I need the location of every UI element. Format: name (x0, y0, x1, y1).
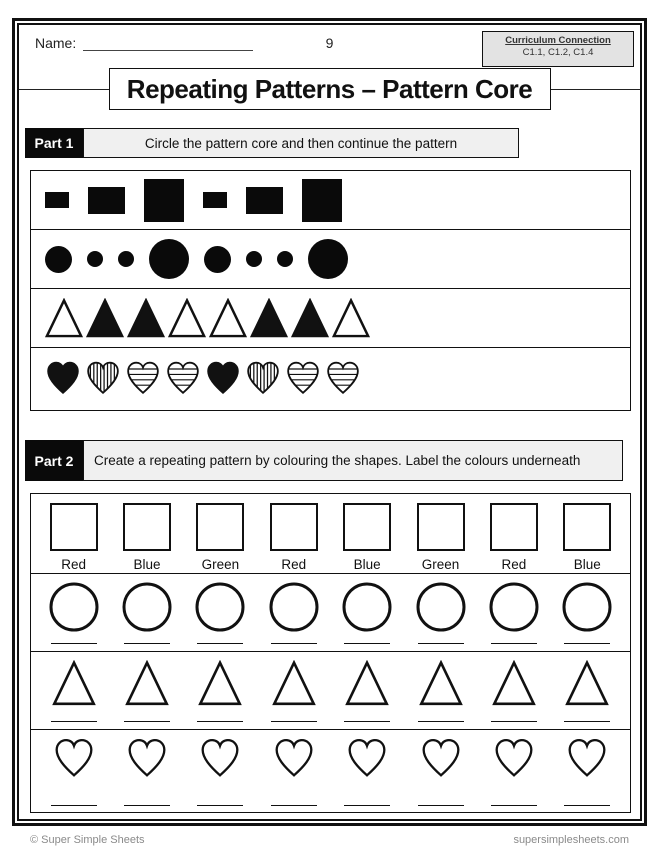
triangle-outline-shape[interactable] (416, 660, 466, 706)
part2-cell-square (477, 494, 550, 573)
colour-label-blank-line[interactable] (564, 721, 610, 722)
triangle-solid-shape[interactable] (86, 298, 124, 338)
colour-label-blank-line[interactable] (564, 805, 610, 806)
part2-cell-heart (184, 730, 257, 813)
colour-label: Blue (573, 557, 601, 572)
worksheet-page (12, 18, 647, 826)
part2-cell-square (331, 494, 404, 573)
colour-label-blank-line[interactable] (344, 805, 390, 806)
heart-vstripes-shape[interactable] (85, 360, 121, 396)
rect-medium-shape[interactable] (246, 187, 283, 214)
part1-pattern-row-circle[interactable] (31, 230, 630, 289)
colour-label-blank-line[interactable] (51, 643, 97, 644)
part2-row-heart (31, 730, 630, 813)
heart-outline-shape[interactable] (125, 737, 169, 779)
page-inner-border (17, 23, 642, 821)
triangle-outline-shape[interactable] (168, 298, 206, 338)
rect-large-shape[interactable] (302, 179, 342, 222)
colour-label-blank-line[interactable] (197, 643, 243, 644)
header-row (19, 33, 640, 58)
colour-label: Green (421, 557, 460, 572)
part2-cell-heart (257, 730, 330, 813)
part2-cell-triangle (257, 652, 330, 729)
part2-cell-circle (404, 574, 477, 651)
triangle-solid-shape[interactable] (127, 298, 165, 338)
colour-label: Blue (133, 557, 161, 572)
square-outline-shape[interactable] (123, 503, 171, 551)
footer-copyright: © Super Simple Sheets (30, 834, 145, 846)
triangle-outline-shape[interactable] (489, 660, 539, 706)
triangle-solid-shape[interactable] (250, 298, 288, 338)
part2-cell-heart (404, 730, 477, 813)
curriculum-codes: C1.1, C1.2, C1.4 (522, 47, 594, 58)
part2-row-circle (31, 574, 630, 652)
square-outline-shape[interactable] (50, 503, 98, 551)
part2-row-triangle (31, 652, 630, 730)
colour-label-blank-line[interactable] (51, 805, 97, 806)
colour-label-blank-line[interactable] (271, 721, 317, 722)
curriculum-title: Curriculum Connection (505, 35, 611, 46)
part1-pattern-row-heart[interactable] (31, 348, 630, 407)
colour-label-blank-line[interactable] (124, 643, 170, 644)
heart-outline-shape[interactable] (272, 737, 316, 779)
page-number: 9 (325, 35, 334, 51)
circle-outline-shape[interactable] (489, 582, 539, 632)
part2-header (25, 440, 623, 481)
part2-cell-triangle (184, 652, 257, 729)
part2-cell-square (110, 494, 183, 573)
part2-cell-heart (37, 730, 110, 813)
rect-small-shape[interactable] (45, 192, 69, 208)
part2-cell-square (551, 494, 624, 573)
part1-instruction: Circle the pattern core and then continue the pattern (83, 128, 519, 158)
part2-cell-square (257, 494, 330, 573)
part2-cell-triangle (110, 652, 183, 729)
square-outline-shape[interactable] (270, 503, 318, 551)
heart-outline-shape[interactable] (492, 737, 536, 779)
circle-small-shape[interactable] (277, 251, 293, 267)
part2-cell-triangle (331, 652, 404, 729)
part2-cell-heart (551, 730, 624, 813)
part2-cell-triangle (477, 652, 550, 729)
heart-outline-shape[interactable] (345, 737, 389, 779)
part1-pattern-box (30, 170, 631, 411)
colour-label-blank-line[interactable] (51, 721, 97, 722)
heart-hstripes-shape[interactable] (125, 360, 161, 396)
colour-label: Red (281, 557, 307, 572)
part2-cell-circle (551, 574, 624, 651)
circle-outline-shape[interactable] (269, 582, 319, 632)
circle-outline-shape[interactable] (416, 582, 466, 632)
circle-large-shape[interactable] (308, 239, 348, 279)
part2-cell-square (184, 494, 257, 573)
triangle-solid-shape[interactable] (291, 298, 329, 338)
footer-website: supersimplesheets.com (513, 834, 629, 846)
colour-label-blank-line[interactable] (197, 721, 243, 722)
colour-label: Green (201, 557, 240, 572)
part1-header (25, 128, 519, 158)
part2-cell-triangle (551, 652, 624, 729)
part2-cell-circle (257, 574, 330, 651)
part2-cell-heart (477, 730, 550, 813)
colour-label-blank-line[interactable] (418, 643, 464, 644)
square-outline-shape[interactable] (196, 503, 244, 551)
circle-outline-shape[interactable] (49, 582, 99, 632)
colour-label-blank-line[interactable] (564, 643, 610, 644)
heart-hstripes-shape[interactable] (325, 360, 361, 396)
circle-outline-shape[interactable] (195, 582, 245, 632)
heart-outline-shape[interactable] (419, 737, 463, 779)
title-box (109, 68, 551, 110)
title-band (19, 68, 640, 112)
heart-vstripes-shape[interactable] (245, 360, 281, 396)
colour-label-blank-line[interactable] (124, 805, 170, 806)
part2-colouring-box (30, 493, 631, 813)
heart-outline-shape[interactable] (565, 737, 609, 779)
colour-label-blank-line[interactable] (491, 805, 537, 806)
rect-small-shape[interactable] (203, 192, 227, 208)
page-title: Repeating Patterns – Pattern Core (126, 73, 533, 104)
part1-pattern-row-rect[interactable] (31, 171, 630, 230)
colour-label-blank-line[interactable] (344, 643, 390, 644)
square-outline-shape[interactable] (417, 503, 465, 551)
circle-outline-shape[interactable] (562, 582, 612, 632)
colour-label-blank-line[interactable] (491, 643, 537, 644)
part2-cell-circle (37, 574, 110, 651)
colour-label-blank-line[interactable] (418, 721, 464, 722)
circle-small-shape[interactable] (87, 251, 103, 267)
part2-cell-heart (110, 730, 183, 813)
triangle-outline-shape[interactable] (209, 298, 247, 338)
colour-label-blank-line[interactable] (271, 805, 317, 806)
rect-medium-shape[interactable] (88, 187, 125, 214)
colour-label-blank-line[interactable] (271, 643, 317, 644)
heart-solid-shape[interactable] (205, 360, 241, 396)
part2-row-square (31, 494, 630, 574)
curriculum-connection-box (482, 31, 634, 67)
part2-cell-circle (477, 574, 550, 651)
circle-small-shape[interactable] (246, 251, 262, 267)
part1-pattern-row-triangle[interactable] (31, 289, 630, 348)
triangle-outline-shape[interactable] (49, 660, 99, 706)
colour-label: Red (501, 557, 527, 572)
triangle-outline-shape[interactable] (332, 298, 370, 338)
part2-cell-square (404, 494, 477, 573)
part2-cell-circle (110, 574, 183, 651)
colour-label-blank-line[interactable] (344, 721, 390, 722)
triangle-outline-shape[interactable] (195, 660, 245, 706)
colour-label-blank-line[interactable] (124, 721, 170, 722)
square-outline-shape[interactable] (490, 503, 538, 551)
heart-hstripes-shape[interactable] (285, 360, 321, 396)
rect-large-shape[interactable] (144, 179, 184, 222)
circle-outline-shape[interactable] (122, 582, 172, 632)
name-label: Name: (35, 35, 77, 51)
heart-outline-shape[interactable] (52, 737, 96, 779)
colour-label-blank-line[interactable] (491, 721, 537, 722)
heart-outline-shape[interactable] (198, 737, 242, 779)
heart-hstripes-shape[interactable] (165, 360, 201, 396)
part2-cell-circle (331, 574, 404, 651)
part2-cell-circle (184, 574, 257, 651)
part2-cell-square (37, 494, 110, 573)
triangle-outline-shape[interactable] (122, 660, 172, 706)
part2-instruction: Create a repeating pattern by colouring the shapes. Label the colours underneath (83, 440, 623, 481)
triangle-outline-shape[interactable] (45, 298, 83, 338)
square-outline-shape[interactable] (563, 503, 611, 551)
part2-cell-heart (331, 730, 404, 813)
circle-large-shape[interactable] (149, 239, 189, 279)
colour-label-blank-line[interactable] (197, 805, 243, 806)
part2-cell-triangle (37, 652, 110, 729)
colour-label: Red (61, 557, 87, 572)
triangle-outline-shape[interactable] (562, 660, 612, 706)
triangle-outline-shape[interactable] (342, 660, 392, 706)
circle-medium-shape[interactable] (204, 246, 231, 273)
part1-label: Part 1 (25, 128, 83, 158)
part2-label: Part 2 (25, 440, 83, 481)
heart-solid-shape[interactable] (45, 360, 81, 396)
circle-outline-shape[interactable] (342, 582, 392, 632)
colour-label: Blue (353, 557, 381, 572)
colour-label-blank-line[interactable] (418, 805, 464, 806)
triangle-outline-shape[interactable] (269, 660, 319, 706)
part2-cell-triangle (404, 652, 477, 729)
square-outline-shape[interactable] (343, 503, 391, 551)
circle-small-shape[interactable] (118, 251, 134, 267)
circle-medium-shape[interactable] (45, 246, 72, 273)
